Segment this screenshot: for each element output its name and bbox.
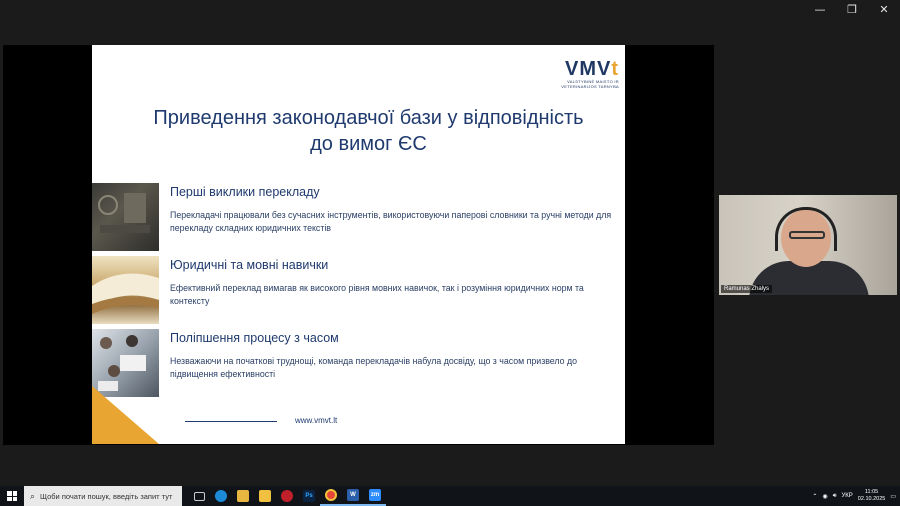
restore-button[interactable]: ❐: [847, 2, 857, 16]
word-icon[interactable]: W: [342, 486, 364, 506]
logo-subtitle-2: VETERINARIJOS TARNYBA: [561, 84, 619, 89]
close-button[interactable]: ✕: [879, 2, 889, 16]
vintage-tools-image: [92, 183, 159, 251]
clock-date: 02.10.2025: [857, 496, 886, 502]
start-button[interactable]: [0, 486, 24, 506]
task-view-icon[interactable]: [188, 486, 210, 506]
presentation-slide: [92, 45, 625, 444]
item-text: Незважаючи на початкові труднощі, команда перекладачів набула досвіду, що з часом призвело до підвищення ефективності: [170, 356, 577, 379]
clock-time: 11:05: [864, 489, 879, 495]
glasses-icon: [789, 231, 825, 239]
footer-url: www.vmvt.lt: [295, 416, 338, 425]
slide-title-line-2: до вимог ЄС: [310, 133, 427, 155]
photos-icon[interactable]: [232, 486, 254, 506]
slide-item-2: [92, 256, 625, 324]
edge-icon[interactable]: [210, 486, 232, 506]
zoom-icon[interactable]: zm: [364, 486, 386, 506]
chevron-up-icon[interactable]: ⌃: [812, 493, 818, 500]
language-indicator[interactable]: УКР: [841, 493, 853, 499]
slide-title-line-1: Приведення законодавчої бази у відповідність: [153, 107, 584, 129]
photoshop-icon[interactable]: Ps: [298, 486, 320, 506]
windows-logo-icon: [7, 491, 17, 501]
volume-icon[interactable]: 🔊︎: [832, 492, 837, 499]
item-text: Ефективний переклад вимагав як високого рівня мовних навичок, так і розуміння юридичних норм та контексту: [170, 283, 584, 306]
slide-title: [112, 105, 625, 157]
item-heading: Перші виклики перекладу: [170, 185, 320, 199]
slide-item-1: [92, 183, 625, 251]
minimize-button[interactable]: —: [814, 2, 826, 16]
taskbar-search-box[interactable]: [24, 486, 182, 506]
slide-item-3: [92, 329, 625, 397]
notifications-icon[interactable]: ▭: [890, 493, 896, 500]
headset-icon: [775, 207, 837, 251]
taskbar-apps: [188, 486, 386, 506]
logo-subtitle-1: VALSTYBINĖ MAISTO IR: [567, 79, 619, 84]
clock[interactable]: [858, 489, 886, 503]
open-book-image: [92, 256, 159, 324]
search-placeholder: Щоби почати пошук, введіть запит тут: [40, 491, 173, 501]
search-icon: ⌕: [30, 490, 36, 501]
participant-video-tile[interactable]: [719, 195, 897, 295]
logo-text: VMV: [564, 58, 612, 80]
system-tray: [812, 486, 896, 506]
store-icon[interactable]: [254, 486, 276, 506]
windows-taskbar: [0, 486, 900, 506]
item-heading: Юридичні та мовні навички: [170, 258, 329, 272]
vmvt-logo: [529, 59, 619, 91]
decorative-corner-triangle: [92, 386, 159, 444]
participant-name-label: Ramunas Zhalys: [721, 285, 772, 293]
footer-divider: [185, 421, 277, 422]
item-heading: Поліпшення процесу з часом: [170, 331, 339, 345]
chrome-icon[interactable]: [320, 486, 342, 506]
network-icon[interactable]: ◉: [822, 493, 828, 500]
app-red-icon[interactable]: [276, 486, 298, 506]
logo-accent: t: [611, 58, 619, 80]
item-text: Перекладачі працювали без сучасних інструментів, використовуючи паперові словники та ручні методи для перекладу складних юридичних текстів: [170, 210, 612, 233]
window-controls: [804, 0, 900, 18]
